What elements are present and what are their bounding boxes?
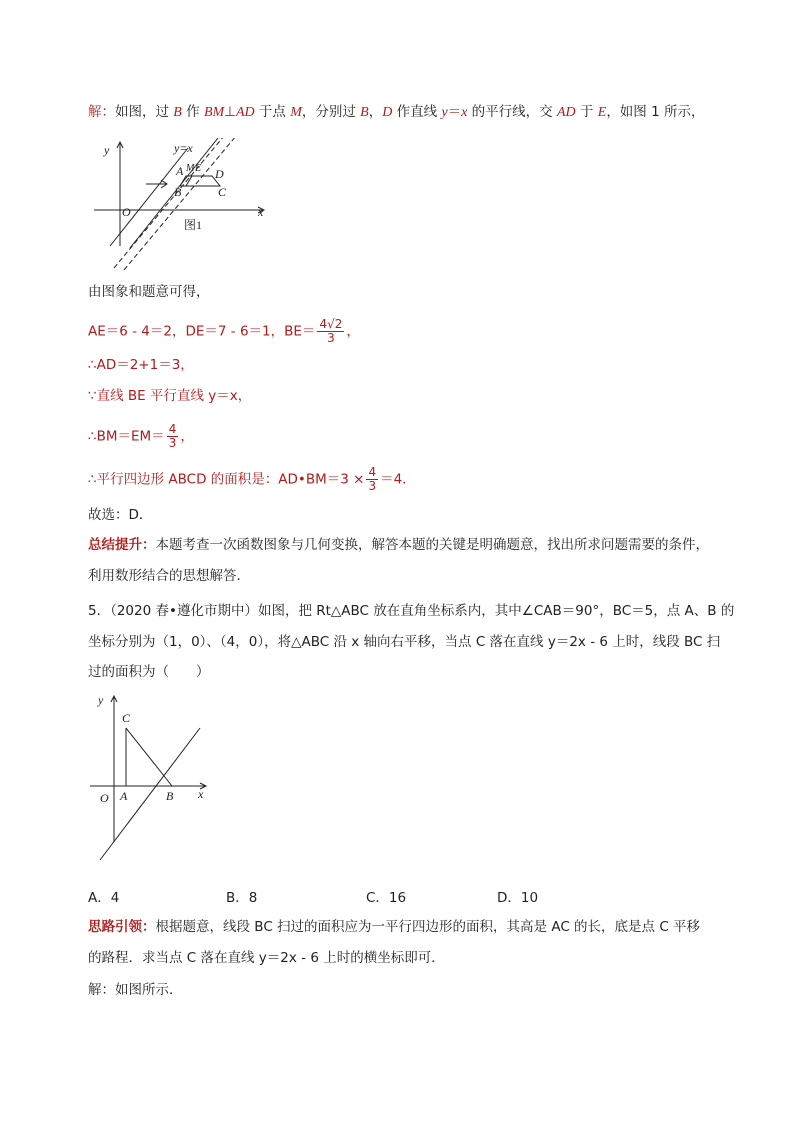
fig1-dashed-line-1 (114, 138, 224, 268)
fig1-label-a: A (176, 164, 184, 178)
summary-label: 总结提升： (88, 537, 156, 553)
fig2-label-b: B (166, 789, 174, 803)
option-b: B．8 (226, 890, 258, 906)
fig1-caption: 图1 (184, 218, 203, 232)
fig2-label-o: O (100, 791, 109, 805)
problem5-line-1: 5．（2020 春•遵化市期中）如图，把 Rt△ABC 放在直角坐标系内，其中∠CAB＝90°，BC＝5，点 A、B 的 (88, 603, 735, 619)
fig1-label-b: B (174, 185, 182, 199)
option-d: D．10 (497, 890, 539, 906)
fig2-label-x: x (198, 787, 204, 801)
fig2-label-a: A (120, 789, 128, 803)
fig2-segment-cb (126, 728, 172, 786)
summary-line-2: 利用数形结合的思想解答． (88, 568, 250, 584)
fig2-label-y: y (98, 693, 104, 707)
fig1-label-c: C (218, 185, 227, 199)
derivation-line-3: ∴AD＝2+1＝3， (88, 357, 194, 373)
fraction-bm: $\frac{4}{3}$ (168, 422, 177, 450)
fig1-label-e: E (195, 163, 202, 174)
derivation-line-6: ∴平行四边形 ABCD 的面积是：AD•BM＝3 × $\frac{4}{3}$ ＝4． (88, 465, 416, 493)
figure-1 (88, 138, 278, 273)
fig1-label-m: M (186, 163, 195, 174)
figure-2 (88, 690, 218, 870)
derivation-line-5: ∴BM＝EM＝ $\frac{4}{3}$ ， (88, 422, 194, 450)
fig1-label-line: y=x (174, 141, 193, 155)
option-c: C．16 (366, 890, 407, 906)
derivation-line-4: ∵直线 BE 平行直线 y＝x， (88, 388, 252, 404)
fig2-line-2x-minus-6 (100, 728, 200, 860)
fig1-label-y: y (104, 143, 110, 157)
option-a: A．4 (88, 890, 120, 906)
fig1-label-o: O (122, 205, 131, 219)
derivation-intro: 由图象和题意可得， (88, 284, 210, 300)
fraction-area: $\frac{4}{3}$ (368, 465, 377, 493)
fig1-label-x: x (258, 205, 264, 219)
fraction-be: $\frac{4√2}{3}$ (319, 317, 343, 345)
problem5-line-3: 过的面积为（ ） (88, 664, 210, 680)
fig2-label-c: C (122, 711, 131, 725)
solution-end: 解：如图所示． (88, 982, 183, 998)
hint-label: 思路引领： (88, 919, 156, 935)
answer-line: 故选：D． (88, 507, 153, 523)
derivation-line-2: AE＝6 - 4＝2，DE＝7 - 6＝1，BE＝ $\frac{4√2}{3}$ ， (88, 317, 360, 345)
hint-line-2: 的路程．求当点 C 落在直线 y＝2x - 6 上时的横坐标即可． (88, 950, 445, 966)
problem5-line-2: 坐标分别为（1，0）、（4，0），将△ABC 沿 x 轴向右平移，当点 C 落在直线 y＝2x - 6 上时，线段 BC 扫 (88, 634, 721, 650)
summary-line-1: 总结提升：本题考查一次函数图象与几何变换，解答本题的关键是明确题意，找出所求问题需要的条件， (88, 537, 709, 553)
fig1-label-d: D (215, 167, 224, 181)
hint-line-1: 思路引领：根据题意，线段 BC 扫过的面积应为一平行四边形的面积，其高是 AC 的长，底是点 C 平移 (88, 919, 701, 935)
solution-intro: 解：如图，过 B 作 BM⊥AD 于点 M，分别过 B，D 作直线 y＝x 的平行线，交 AD 于 E，如图 1 所示， (88, 104, 705, 120)
solution-label: 解： (88, 104, 115, 120)
